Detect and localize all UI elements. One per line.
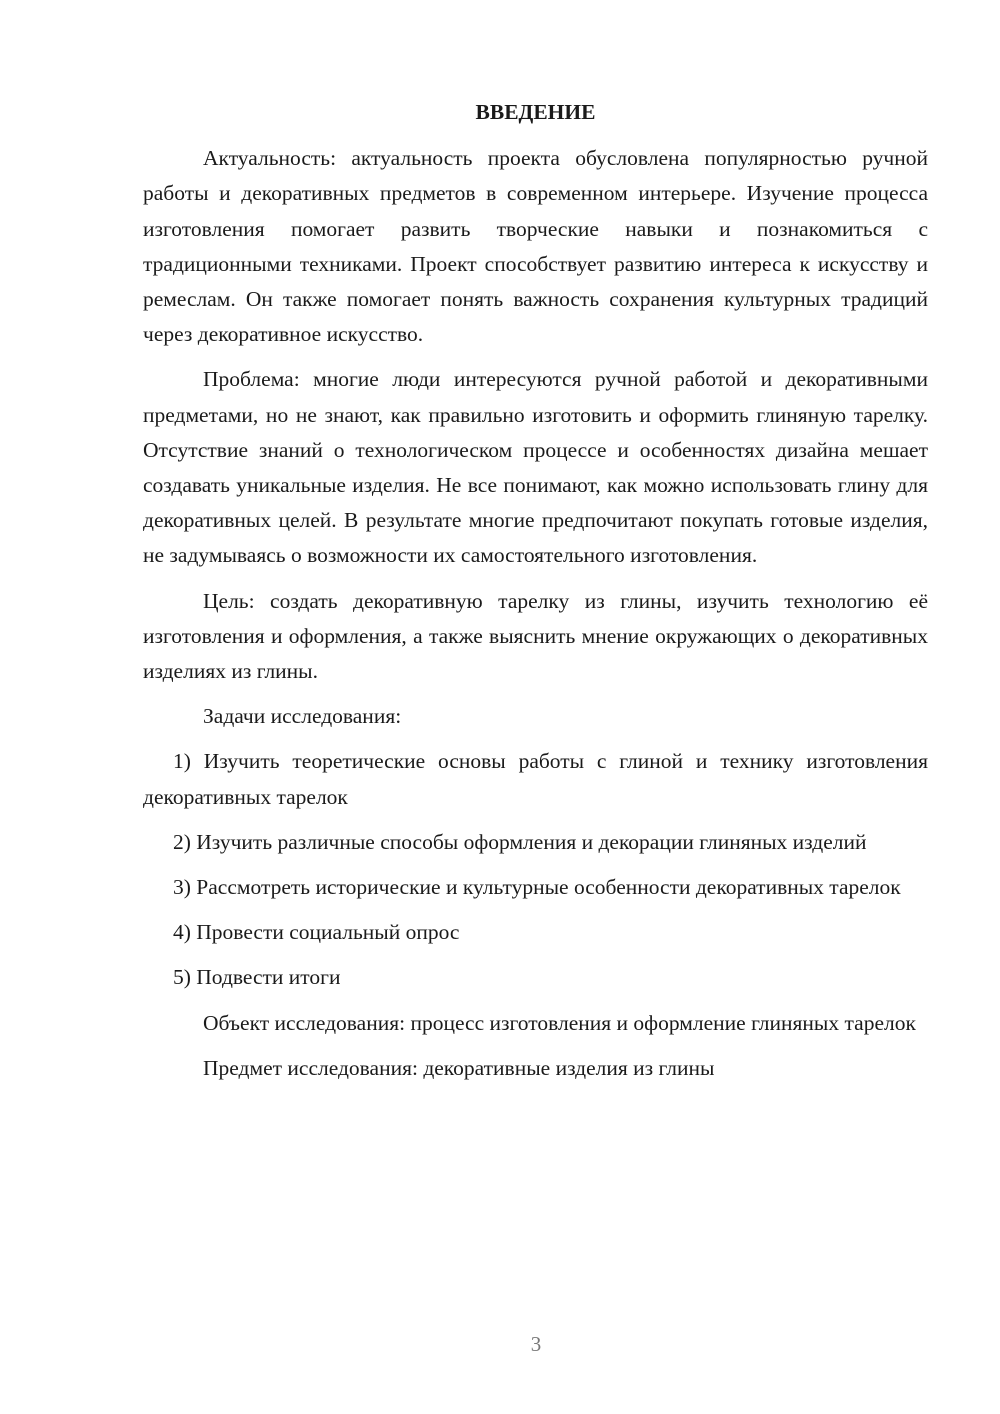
list-item: 5) Подвести итоги [173, 965, 341, 990]
page-content [143, 95, 928, 1096]
list-item: 1) Изучить теоретические основы работы с глиной и технику изготовления декоративных тарелок [143, 749, 928, 809]
page-number: 3 [530, 1332, 542, 1356]
list-item: 3) Рассмотреть исторические и культурные особенности декоративных тарелок [173, 875, 901, 900]
tasks-heading: Задачи исследования: [203, 704, 402, 729]
problem-paragraph: Проблема: многие люди интересуются ручной работой и декоративными предметами, но не знают, как правильно изготовить и оформить глиняную тарелку. Отсутствие знаний о технологическом процессе и особенностях дизайна мешает создавать уникальные изделия. Не все понимают, как можно использовать глину для декоративных целей. В результате многие предпочитают покупать готовые изделия, не задумываясь о возможности их самостоятельного изготовления. [143, 367, 928, 568]
list-item: 2) Изучить различные способы оформления и декорации глиняных изделий [173, 829, 867, 854]
relevance-paragraph: Актуальность: актуальность проекта обусловлена популярностью ручной работы и декоративных предметов в современном интерьере. Изучение процесса изготовления помогает развить творческие навыки и познакомиться с традиционными техниками. Проект способствует развитию интереса к искусству и ремеслам. Он также помогает понять важность сохранения культурных традиций через декоративное искусство. [143, 146, 928, 347]
list-item: 4) Провести социальный опрос [173, 920, 460, 945]
page-title: ВВЕДЕНИЕ [475, 100, 596, 124]
tasks-list [143, 744, 928, 995]
subject-paragraph: Предмет исследования: декоративные изделия из глины [203, 1055, 715, 1080]
goal-paragraph: Цель: создать декоративную тарелку из глины, изучить технологию её изготовления и оформления, а также выяснить мнение окружающих о декоративных изделиях из глины. [143, 588, 928, 684]
object-paragraph: Объект исследования: процесс изготовления и оформление глиняных тарелок [203, 1010, 916, 1035]
